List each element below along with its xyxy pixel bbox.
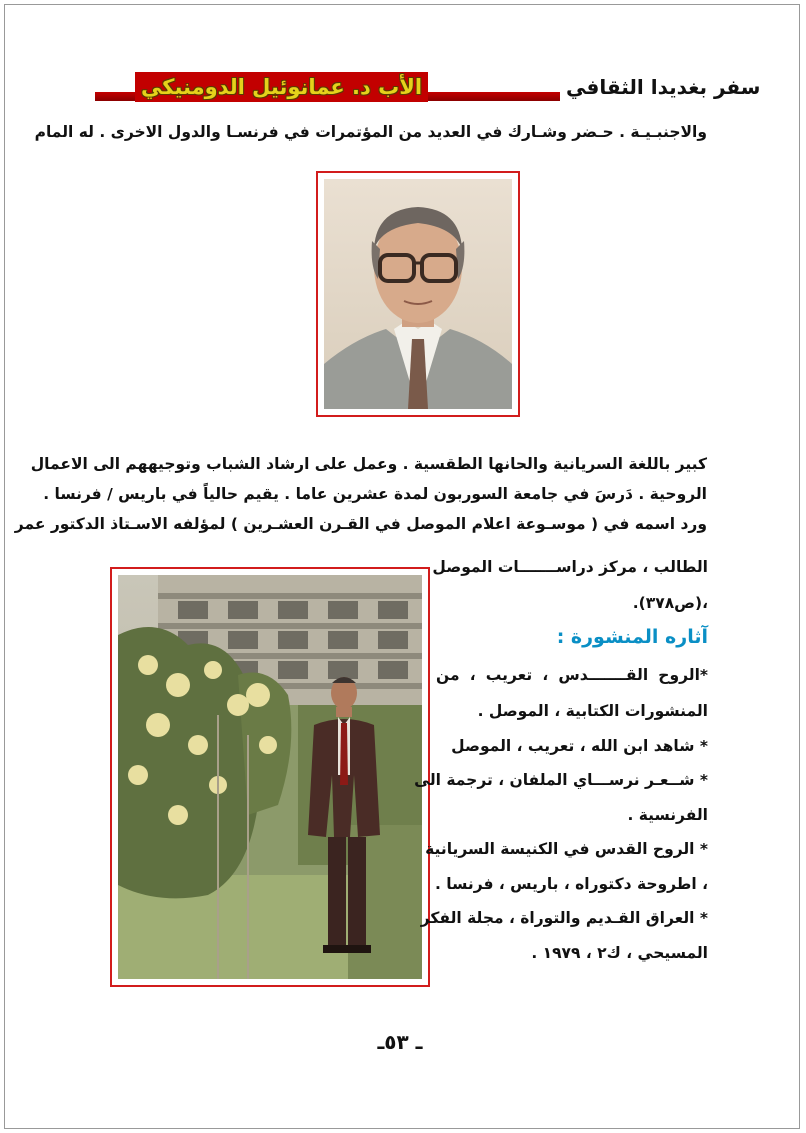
page-number: ـ ٥٣ـ: [377, 1030, 423, 1054]
column-line-2: ،(ص٣٧٨).: [632, 594, 708, 612]
paragraph-line-2: الروحية . دَرسَ في جامعة السوربون لمدة عشرين عاما . يقيم حالياً في باريس / فرنسا .: [43, 485, 707, 503]
garden-photo: [110, 567, 430, 987]
column-line-1: الطالب ، مركز دراســـــــات الموصل: [432, 558, 708, 576]
column-line-3: *الروح القـــــــدس ، تعريب ، من: [436, 666, 708, 684]
section-title-publications: آثاره المنشورة :: [556, 626, 708, 648]
column-line-7: الفرنسية .: [627, 806, 708, 824]
paragraph-line-3: ورد اسمه في ( موسـوعة اعلام الموصل في القـرن العشـرين ) لمؤلفه الاسـتاذ الدكتور عمر: [14, 515, 707, 533]
column-line-11: المسيحي ، ك٢ ، ١٩٧٩ .: [531, 944, 708, 962]
header-book-title: سفر بغديدا الثقافي: [560, 72, 766, 102]
column-line-10: * العراق القـديم والتوراة ، مجلة الفكر: [420, 909, 708, 927]
header-author-title: الأب د. عمانوئيل الدومنيكي: [135, 72, 428, 102]
column-line-9: ، اطروحة دكتوراه ، باريس ، فرنسا .: [435, 875, 708, 893]
column-line-8: * الروح القدس في الكنيسة السريانية: [425, 840, 708, 858]
column-line-5: * شاهد ابن الله ، تعريب ، الموصل: [451, 737, 708, 755]
column-line-6: * شــعـر نرســـاي الملفان ، ترجمة الى: [414, 771, 708, 789]
paragraph-line-1: كبير باللغة السريانية والحانها الطقسية . وعمل على ارشاد الشباب وتوجيههم الى الاعمال: [30, 455, 707, 473]
paragraph-top-line: والاجنبـيـة . حـضر وشـارك في العديد من المؤتمرات في فرنسـا والدول الاخرى . له المام: [34, 123, 707, 141]
portrait-photo: [316, 171, 520, 417]
column-line-4: المنشورات الكتابية ، الموصل .: [477, 702, 708, 720]
